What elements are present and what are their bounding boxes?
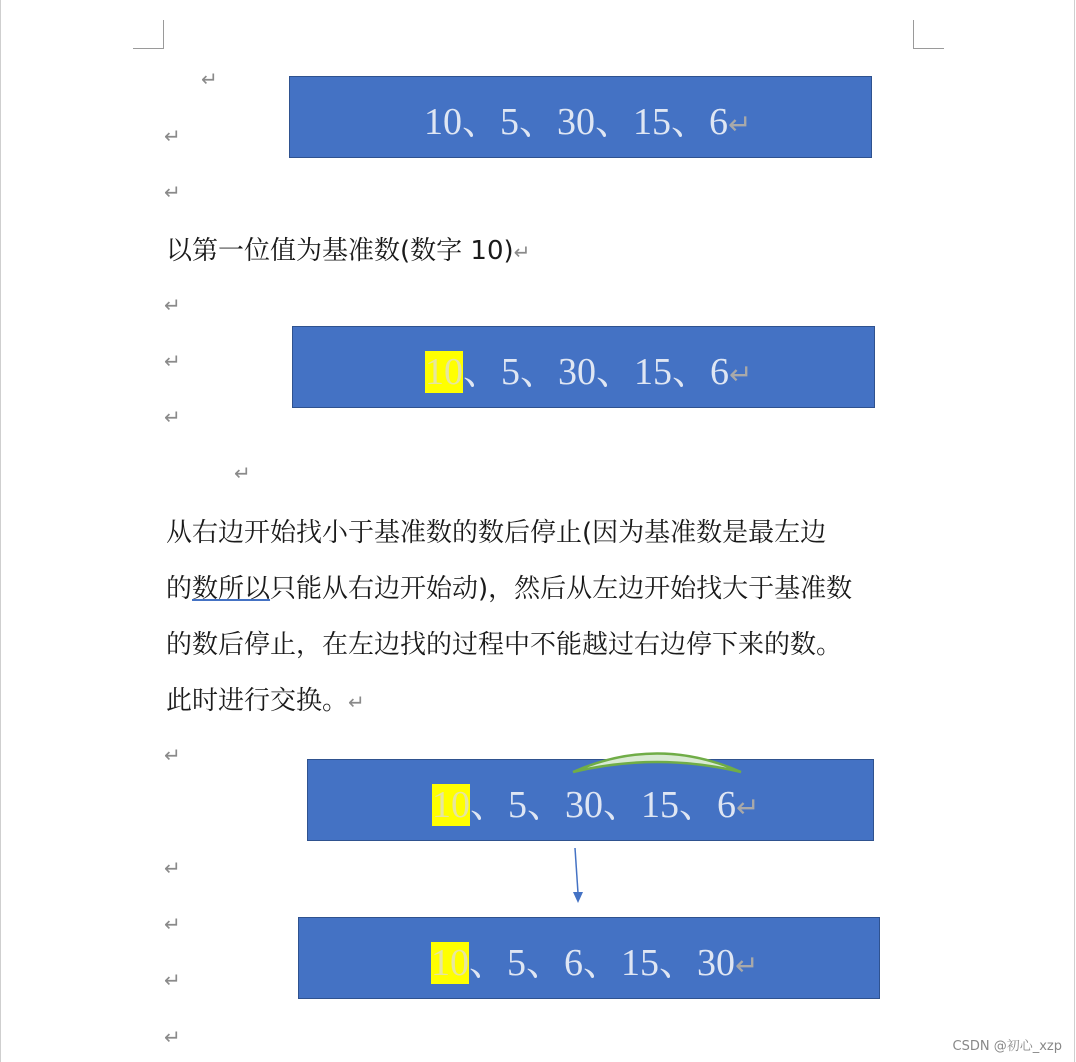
paragraph-mark: ↵ bbox=[164, 124, 181, 148]
paragraph-mark: ↵ bbox=[164, 856, 181, 880]
paragraph-mark: ↵ bbox=[201, 67, 218, 91]
paragraph-mark: ↵ bbox=[234, 461, 251, 485]
paragraph-mark: ↵ bbox=[164, 912, 181, 936]
sequence-text: 10、5、6、15、30↵ bbox=[431, 941, 759, 984]
swap-arc bbox=[573, 754, 741, 773]
pivot-highlight: 10 bbox=[425, 350, 463, 393]
underlined-text: 数所以 bbox=[192, 574, 271, 604]
pivot-note: 以第一位值为基准数(数字 10)↵ bbox=[166, 236, 531, 266]
paragraph-mark: ↵ bbox=[164, 293, 181, 317]
paragraph-mark: ↵ bbox=[164, 405, 181, 429]
sequence-text: 10、5、30、15、6↵ bbox=[424, 100, 752, 143]
explain-line-1: 从右边开始找小于基准数的数后停止(因为基准数是最左边 bbox=[166, 518, 827, 548]
paragraph-mark: ↵ bbox=[164, 349, 181, 373]
explain-line-4: 此时进行交换。↵ bbox=[166, 686, 365, 716]
sequence-text: 10、5、30、15、6↵ bbox=[425, 350, 753, 393]
pivot-highlight: 10 bbox=[432, 783, 470, 826]
explain-line-3: 的数后停止，在左边找的过程中不能越过右边停下来的数。 bbox=[166, 630, 843, 660]
watermark: CSDN @初心_xzp bbox=[952, 1039, 1062, 1054]
down-arrow-shaft bbox=[575, 848, 578, 893]
paragraph-mark: ↵ bbox=[164, 968, 181, 992]
paragraph-mark: ↵ bbox=[164, 743, 181, 767]
paragraph-mark: ↵ bbox=[164, 1025, 181, 1049]
down-arrow-head bbox=[573, 892, 583, 903]
explain-line-2: 的数所以只能从右边开始动)，然后从左边开始找大于基准数 bbox=[166, 574, 853, 604]
paragraph-mark: ↵ bbox=[164, 180, 181, 204]
pivot-highlight: 10 bbox=[431, 941, 469, 984]
sequence-text: 10、5、30、15、6↵ bbox=[432, 783, 760, 826]
